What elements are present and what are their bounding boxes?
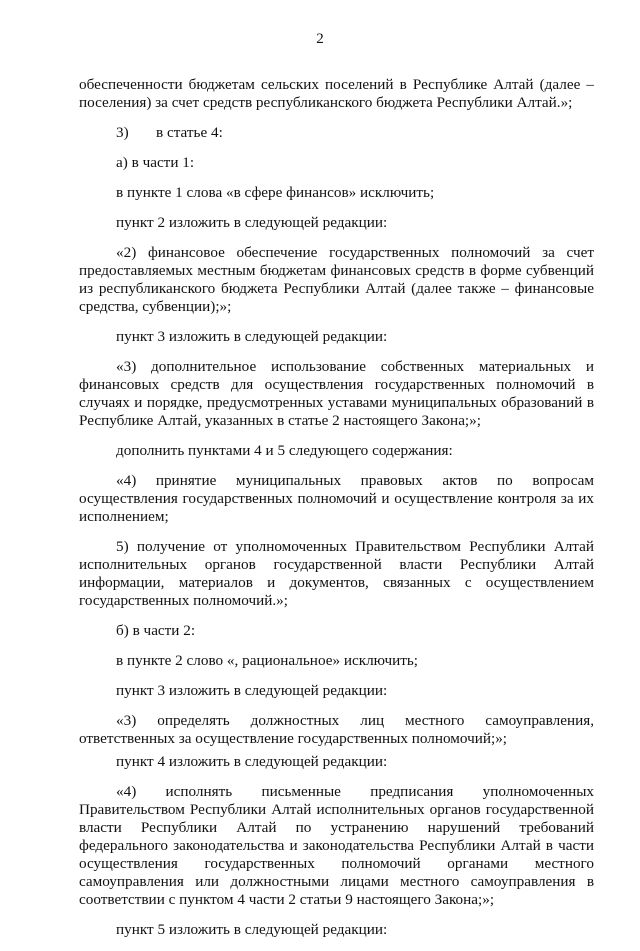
paragraph-quote: «3) определять должностных лиц местного самоуправления, ответственных за осуществление государственных полномочий;»;: [79, 712, 594, 747]
paragraph-quote: «4) исполнять письменные предписания уполномоченных Правительством Республики Алтай исполнительных органов государственной власти Республики Алтай по устранению нарушений требований федерального законодательства и законодательства Республики Алтай в части осуществления государственных полномочий органами местного самоуправления или должностными лицами местного самоуправления в соответствии с пунктом 4 части 2 статьи 9 настоящего Закона;»;: [79, 783, 594, 908]
paragraph-article-4: [79, 124, 594, 142]
paragraph: пункт 3 изложить в следующей редакции:: [116, 328, 388, 345]
paragraph-quote: 5) получение от уполномоченных Правительством Республики Алтай исполнительных органов государственной власти Республики Алтай информации, материалов и документов, связанных с осуществлением государственных полномочий.»;: [79, 538, 594, 609]
paragraph-part-1: а) в части 1:: [116, 154, 195, 171]
paragraph: пункт 4 изложить в следующей редакции:: [116, 753, 388, 770]
paragraph-quote: «4) принятие муниципальных правовых актов по вопросам осуществления государственных полномочий и осуществление контроля за их исполнением;: [79, 472, 594, 525]
paragraph-quote: «2) финансовое обеспечение государственных полномочий за счет предоставляемых местным бюджетам финансовых средств в форме субвенций из республиканского бюджета Республики Алтай (далее также – финансовые средства, субвенции);»;: [79, 244, 594, 315]
paragraph: в пункте 1 слова «в сфере финансов» исключить;: [116, 184, 435, 201]
document-body: [79, 76, 594, 951]
paragraph: пункт 2 изложить в следующей редакции:: [116, 214, 388, 231]
list-marker: 3): [116, 124, 129, 141]
paragraph-part-2: б) в части 2:: [116, 622, 196, 639]
paragraph: в пункте 2 слово «, рациональное» исключить;: [116, 652, 418, 669]
paragraph: пункт 3 изложить в следующей редакции:: [116, 682, 388, 699]
paragraph: пункт 5 изложить в следующей редакции:: [116, 921, 388, 938]
paragraph-text: в статье 4:: [156, 124, 223, 141]
page-number: 2: [316, 31, 324, 47]
paragraph: дополнить пунктами 4 и 5 следующего содержания:: [116, 442, 453, 459]
paragraph-continuation: обеспеченности бюджетам сельских поселений в Республике Алтай (далее – поселения) за счет средств республиканского бюджета Республики Алтай.»;: [79, 76, 594, 111]
paragraph-quote: «3) дополнительное использование собственных материальных и финансовых средств для осуществления государственных полномочий в случаях и порядке, предусмотренных уставами муниципальных образований в Республике Алтай, указанных в статье 2 настоящего Закона;»;: [79, 358, 594, 429]
